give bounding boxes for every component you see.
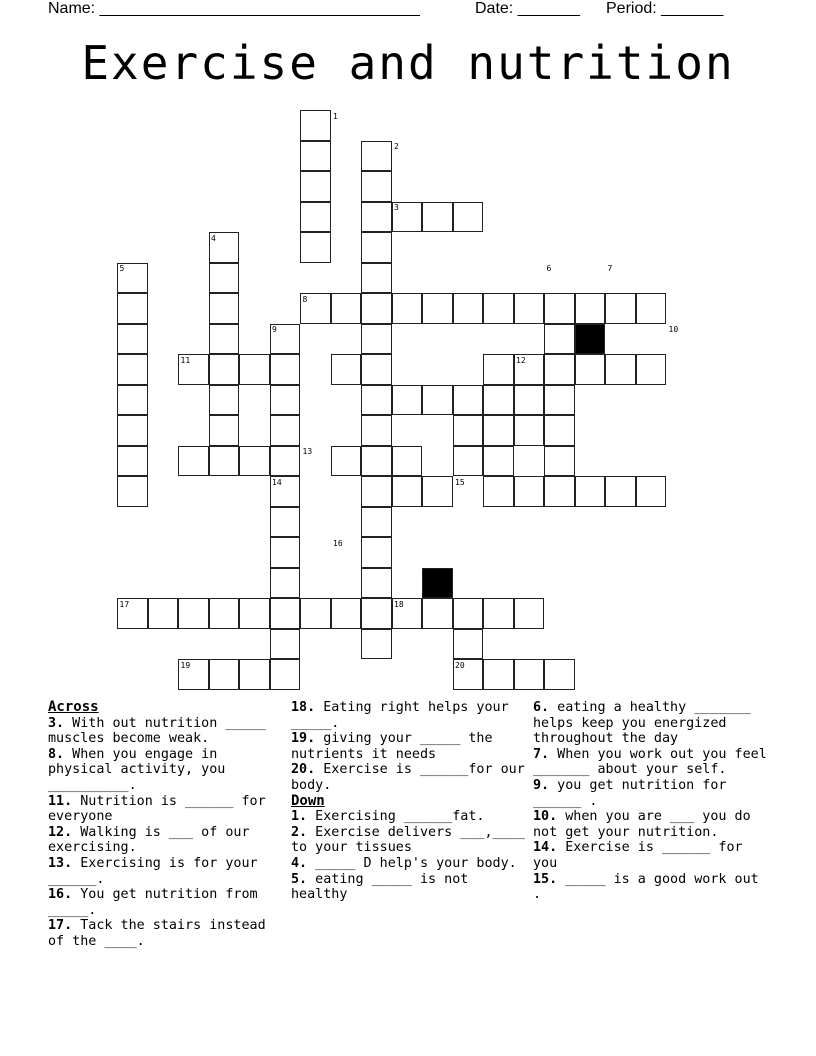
crossword-cell[interactable] bbox=[422, 476, 453, 507]
crossword-cell[interactable] bbox=[361, 385, 392, 416]
crossword-cell[interactable] bbox=[300, 141, 331, 172]
crossword-cell[interactable] bbox=[270, 354, 301, 385]
crossword-cell[interactable] bbox=[453, 385, 484, 416]
crossword-cell[interactable] bbox=[544, 293, 575, 324]
crossword-cell[interactable] bbox=[300, 202, 331, 233]
crossword-cell[interactable] bbox=[483, 446, 514, 477]
crossword-cell[interactable] bbox=[209, 263, 240, 294]
crossword-cell[interactable] bbox=[422, 385, 453, 416]
crossword-cell[interactable] bbox=[361, 629, 392, 660]
across-heading: Across bbox=[48, 699, 99, 715]
crossword-cell[interactable] bbox=[300, 110, 331, 141]
crossword-cell[interactable] bbox=[117, 415, 148, 446]
clue-number-14: 14 bbox=[272, 477, 282, 487]
clue-down-15: 15. _____ is a good work out . bbox=[533, 871, 759, 903]
crossword-cell[interactable] bbox=[270, 629, 301, 660]
clue-number-16: 16 bbox=[333, 538, 343, 548]
crossword-cell[interactable] bbox=[209, 415, 240, 446]
clue-down-10: 10. when you are ___ you do not get your nutrition. bbox=[533, 809, 751, 840]
crossword-cell[interactable] bbox=[636, 354, 667, 385]
crossword-cell[interactable] bbox=[117, 476, 148, 507]
clue-down-9: 9. you get nutrition for ______ . bbox=[533, 777, 727, 809]
crossword-cell[interactable] bbox=[270, 507, 301, 538]
crossword-cell[interactable] bbox=[483, 293, 514, 324]
crossword-cell[interactable] bbox=[605, 476, 636, 507]
crossword-cell[interactable] bbox=[605, 293, 636, 324]
clue-number-12: 12 bbox=[516, 355, 526, 365]
crossword-cell[interactable] bbox=[544, 324, 575, 355]
crossword-cell[interactable] bbox=[636, 293, 667, 324]
clue-down-2: 2. Exercise delivers ___,____ to your tissues bbox=[291, 824, 525, 856]
clue-down-5: 5. eating _____ is not healthy bbox=[291, 871, 469, 903]
clue-number-13: 13 bbox=[302, 447, 313, 456]
clue-number-6: 6 bbox=[546, 264, 552, 273]
crossword-cell[interactable] bbox=[209, 659, 240, 690]
crossword-cell[interactable] bbox=[361, 324, 392, 355]
crossword-cell[interactable] bbox=[544, 385, 575, 416]
crossword-cell[interactable] bbox=[117, 385, 148, 416]
crossword-cell[interactable] bbox=[422, 293, 453, 324]
clue-number-2: 2 bbox=[394, 142, 399, 151]
crossword-cell[interactable] bbox=[209, 446, 240, 477]
name-field-label: Name: ____________________________________ bbox=[48, 0, 420, 17]
crossword-cell[interactable] bbox=[544, 354, 575, 385]
crossword-cell[interactable] bbox=[483, 659, 514, 690]
clue-across-16: 16. You get nutrition from _____. bbox=[48, 887, 258, 918]
crossword-cell[interactable] bbox=[544, 476, 575, 507]
crossword-cell[interactable] bbox=[239, 354, 270, 385]
crossword-cell[interactable] bbox=[361, 507, 392, 538]
clue-column-3 bbox=[533, 700, 769, 903]
crossword-cell[interactable] bbox=[514, 415, 545, 446]
crossword-cell[interactable] bbox=[392, 476, 423, 507]
crossword-cell[interactable] bbox=[453, 415, 484, 446]
crossword-cell[interactable] bbox=[605, 354, 636, 385]
clue-number-4: 4 bbox=[211, 233, 216, 243]
clue-across-8: 8. When you engage in physical activity, you __________. bbox=[48, 746, 226, 793]
crossword-cell[interactable] bbox=[514, 476, 545, 507]
crossword-cell[interactable] bbox=[483, 385, 514, 416]
crossword-cell[interactable] bbox=[300, 598, 331, 629]
crossword-cell[interactable] bbox=[483, 354, 514, 385]
crossword-cell[interactable] bbox=[361, 232, 392, 263]
crossword-cell[interactable] bbox=[239, 598, 270, 629]
clue-down-14: 14. Exercise is ______ for you bbox=[533, 840, 743, 871]
crossword-cell[interactable] bbox=[453, 446, 484, 477]
clue-number-8: 8 bbox=[302, 294, 308, 304]
crossword-cell[interactable] bbox=[422, 598, 453, 629]
crossword-cell[interactable] bbox=[209, 385, 240, 416]
clue-number-9: 9 bbox=[272, 325, 277, 334]
clue-column-1 bbox=[48, 700, 284, 950]
crossword-cell[interactable] bbox=[361, 171, 392, 202]
clue-number-15: 15 bbox=[455, 477, 465, 487]
clue-down-1: 1. Exercising ______fat. bbox=[291, 809, 485, 825]
crossword-cell[interactable] bbox=[178, 598, 209, 629]
clue-number-1: 1 bbox=[333, 111, 338, 121]
crossword-cell[interactable] bbox=[270, 385, 301, 416]
clue-number-11: 11 bbox=[180, 355, 191, 365]
clue-number-18: 18 bbox=[394, 599, 404, 609]
crossword-cell[interactable] bbox=[270, 568, 301, 599]
clue-across-13: 13. Exercising is for your ______. bbox=[48, 855, 258, 887]
crossword-black-cell bbox=[422, 568, 453, 599]
crossword-cell[interactable] bbox=[270, 659, 301, 690]
crossword-cell[interactable] bbox=[361, 354, 392, 385]
crossword-cell[interactable] bbox=[117, 324, 148, 355]
clue-number-5: 5 bbox=[119, 264, 125, 273]
crossword-cell[interactable] bbox=[270, 598, 301, 629]
crossword-cell[interactable] bbox=[239, 659, 270, 690]
crossword-cell[interactable] bbox=[300, 232, 331, 263]
crossword-cell[interactable] bbox=[514, 598, 545, 629]
crossword-cell[interactable] bbox=[361, 598, 392, 629]
crossword-cell[interactable] bbox=[361, 202, 392, 233]
crossword-cell[interactable] bbox=[361, 415, 392, 446]
clue-down-6: 6. eating a healthy _______ helps keep you energized throughout the day bbox=[533, 700, 751, 747]
crossword-cell[interactable] bbox=[331, 446, 362, 477]
crossword-cell[interactable] bbox=[392, 385, 423, 416]
crossword-cell[interactable] bbox=[209, 293, 240, 324]
crossword-cell[interactable] bbox=[117, 354, 148, 385]
crossword-cell[interactable] bbox=[239, 446, 270, 477]
clue-across-18: 18. Eating right helps your _____. bbox=[291, 700, 509, 731]
crossword-cell[interactable] bbox=[544, 659, 575, 690]
crossword-cell[interactable] bbox=[636, 476, 667, 507]
crossword-cell[interactable] bbox=[514, 293, 545, 324]
crossword-cell[interactable] bbox=[300, 171, 331, 202]
crossword-cell[interactable] bbox=[392, 446, 423, 477]
crossword-cell[interactable] bbox=[117, 446, 148, 477]
clue-across-11: 11. Nutrition is ______ for everyone bbox=[48, 793, 266, 825]
crossword-cell[interactable] bbox=[453, 293, 484, 324]
crossword-cell[interactable] bbox=[483, 415, 514, 446]
crossword-cell[interactable] bbox=[544, 415, 575, 446]
crossword-cell[interactable] bbox=[270, 446, 301, 477]
crossword-cell[interactable] bbox=[514, 659, 545, 690]
clue-number-10: 10 bbox=[668, 325, 679, 334]
clue-across-3: 3. With out nutrition _____ muscles become weak. bbox=[48, 715, 266, 747]
clue-number-19: 19 bbox=[180, 660, 191, 670]
crossword-cell[interactable] bbox=[331, 293, 362, 324]
crossword-cell[interactable] bbox=[514, 385, 545, 416]
crossword-cell[interactable] bbox=[483, 476, 514, 507]
clue-down-7: 7. When you work out you feel _______ about your self. bbox=[533, 746, 767, 778]
clue-across-12: 12. Walking is ___ of our exercising. bbox=[48, 824, 250, 856]
clue-across-20: 20. Exercise is ______for our body. bbox=[291, 762, 525, 793]
crossword-cell[interactable] bbox=[453, 598, 484, 629]
crossword-cell[interactable] bbox=[361, 293, 392, 324]
date-field-label: Date: _______ bbox=[475, 0, 580, 17]
crossword-cell[interactable] bbox=[209, 598, 240, 629]
crossword-black-cell bbox=[575, 324, 606, 355]
crossword-cell[interactable] bbox=[209, 324, 240, 355]
crossword-cell[interactable] bbox=[361, 446, 392, 477]
crossword-cell[interactable] bbox=[453, 202, 484, 233]
crossword-cell[interactable] bbox=[361, 141, 392, 172]
crossword-cell[interactable] bbox=[575, 354, 606, 385]
clue-number-7: 7 bbox=[607, 264, 613, 273]
crossword-cell[interactable] bbox=[361, 537, 392, 568]
crossword-cell[interactable] bbox=[361, 476, 392, 507]
crossword-cell[interactable] bbox=[483, 598, 514, 629]
down-heading: Down bbox=[291, 792, 325, 809]
clue-down-4: 4. _____ D help's your body. bbox=[291, 855, 517, 871]
crossword-cell[interactable] bbox=[392, 293, 423, 324]
clue-number-17: 17 bbox=[119, 599, 130, 609]
crossword-cell[interactable] bbox=[331, 354, 362, 385]
period-field-label: Period: _______ bbox=[606, 0, 724, 17]
crossword-cell[interactable] bbox=[361, 568, 392, 599]
clue-across-19: 19. giving your _____ the nutrients it needs bbox=[291, 731, 493, 762]
crossword-cell[interactable] bbox=[148, 598, 179, 629]
crossword-cell[interactable] bbox=[178, 446, 209, 477]
clue-number-3: 3 bbox=[394, 203, 399, 212]
crossword-cell[interactable] bbox=[331, 598, 362, 629]
clue-column-2 bbox=[291, 700, 527, 903]
page-title: Exercise and nutrition bbox=[81, 36, 735, 90]
crossword-cell[interactable] bbox=[453, 629, 484, 660]
crossword-cell[interactable] bbox=[270, 415, 301, 446]
crossword-cell[interactable] bbox=[575, 476, 606, 507]
crossword-cell[interactable] bbox=[544, 446, 575, 477]
crossword-cell[interactable] bbox=[575, 293, 606, 324]
clue-across-17: 17. Tack the stairs instead of the ____. bbox=[48, 918, 266, 949]
crossword-cell[interactable] bbox=[422, 202, 453, 233]
clue-number-20: 20 bbox=[455, 660, 465, 670]
crossword-cell[interactable] bbox=[270, 537, 301, 568]
crossword-cell[interactable] bbox=[117, 293, 148, 324]
crossword-cell[interactable] bbox=[361, 263, 392, 294]
crossword-cell[interactable] bbox=[209, 354, 240, 385]
